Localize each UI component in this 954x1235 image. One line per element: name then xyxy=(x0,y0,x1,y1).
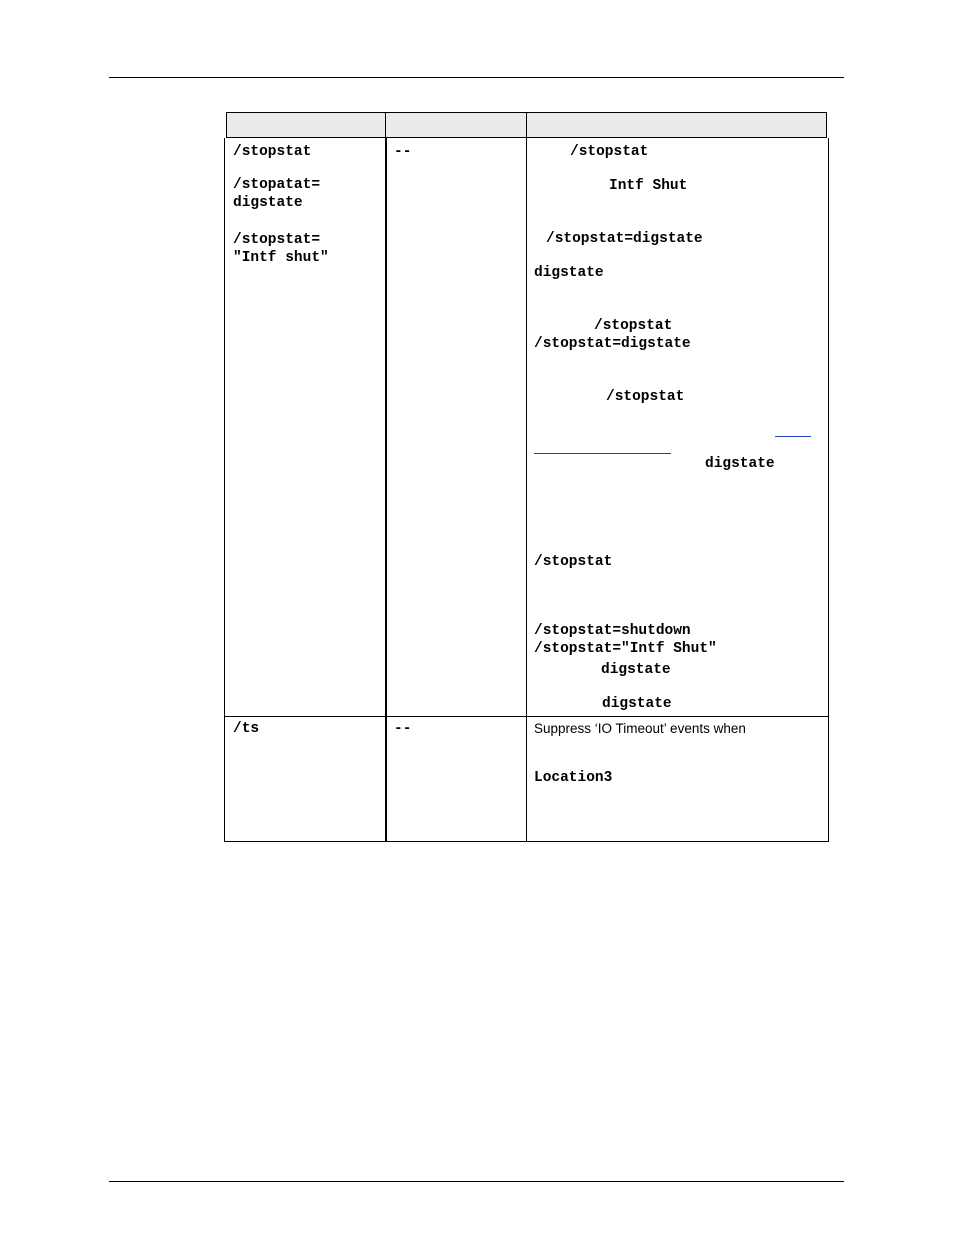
hyperlink-underline[interactable] xyxy=(775,436,811,437)
description-code: digstate xyxy=(602,696,672,712)
description-code: /stopstat xyxy=(594,318,673,334)
table-left-border xyxy=(224,138,225,842)
description-code: /stopstat=shutdown xyxy=(534,623,691,639)
table-bottom-border xyxy=(224,841,829,842)
parameters-table xyxy=(224,112,829,842)
row-divider xyxy=(224,716,829,717)
description-code: /stopstat xyxy=(606,389,685,405)
default-value: -- xyxy=(394,721,412,737)
description-code: /stopstat xyxy=(534,554,613,570)
description-code: /stopstat=digstate xyxy=(534,336,691,352)
column-divider xyxy=(526,138,527,842)
default-value: -- xyxy=(394,144,412,160)
description-code: digstate xyxy=(534,265,604,281)
header-column-divider xyxy=(385,112,386,138)
parameter-name: digstate xyxy=(233,195,303,211)
footer-rule xyxy=(109,1181,844,1182)
description-text: Suppress ‘IO Timeout’ events when xyxy=(534,721,746,736)
hyperlink-underline[interactable] xyxy=(534,453,671,454)
column-divider xyxy=(385,138,387,842)
description-code: Location3 xyxy=(534,770,613,786)
header-rule xyxy=(109,77,844,78)
description-code: /stopstat=digstate xyxy=(546,231,703,247)
description-code: digstate xyxy=(705,456,775,472)
description-code: digstate xyxy=(601,662,671,678)
parameter-name: /ts xyxy=(233,721,260,737)
parameter-name: /stopstat xyxy=(233,144,312,160)
description-code: /stopstat="Intf Shut" xyxy=(534,641,717,657)
parameter-name: /stopstat= xyxy=(233,232,321,248)
description-code: Intf Shut xyxy=(609,178,688,194)
parameter-name: /stopatat= xyxy=(233,177,321,193)
description-code: /stopstat xyxy=(570,144,649,160)
parameter-name: "Intf shut" xyxy=(233,250,329,266)
header-column-divider xyxy=(526,112,527,138)
table-right-border xyxy=(828,138,829,842)
